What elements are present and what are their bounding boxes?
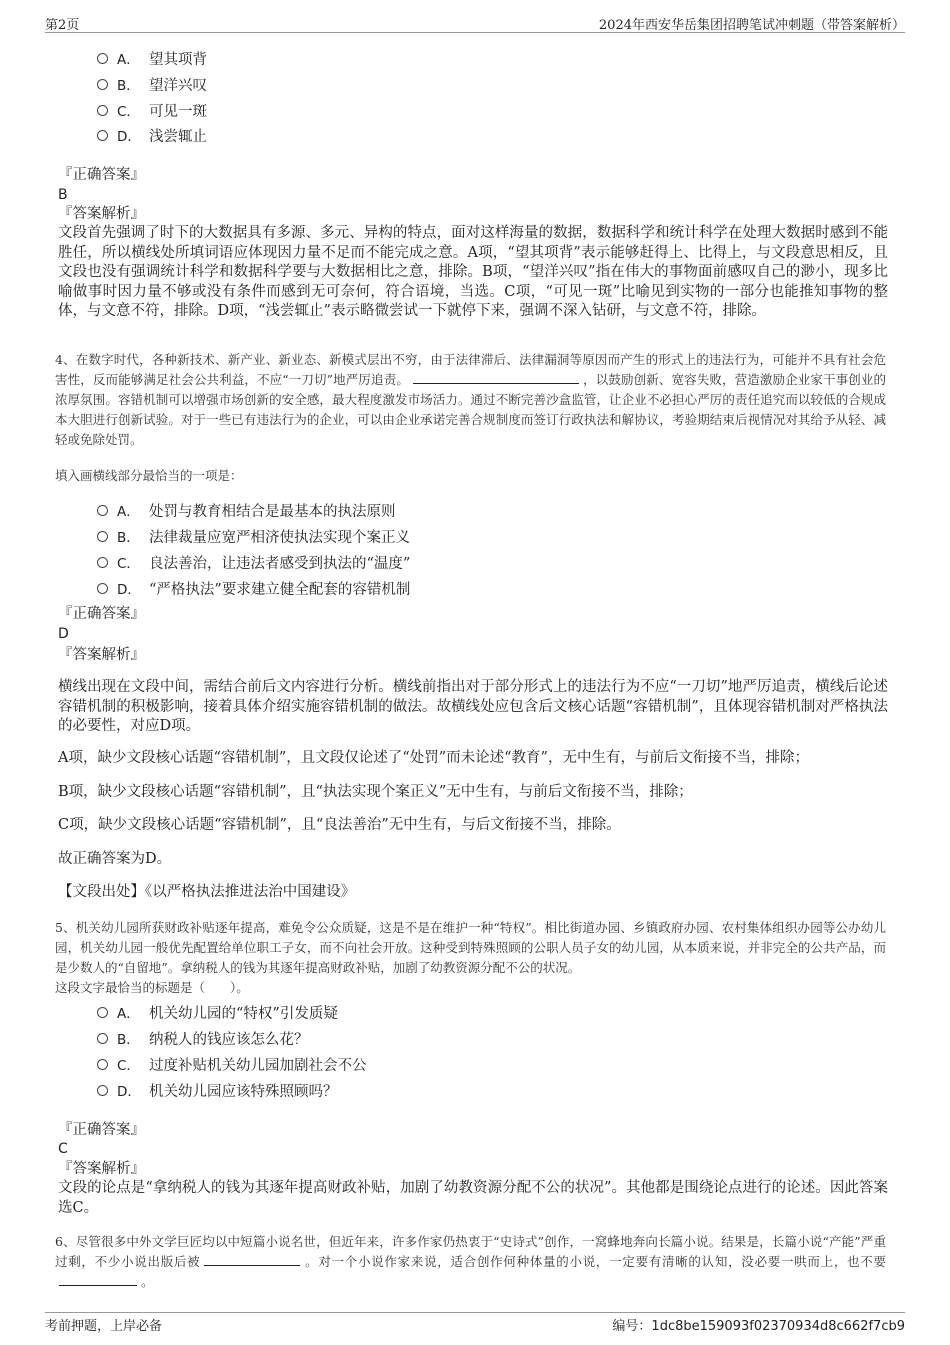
q5-option-a[interactable]: A． 机关幼儿园的“特权”引发质疑 (97, 1002, 338, 1023)
radio-icon[interactable] (97, 1085, 108, 1096)
q3-option-a[interactable]: A． 望其项背 (97, 48, 207, 69)
q5-option-c[interactable]: C． 过度补贴机关幼儿园加剧社会不公 (97, 1054, 367, 1075)
q3-option-d[interactable]: D． 浅尝辄止 (97, 125, 207, 146)
radio-icon[interactable] (97, 1059, 108, 1070)
radio-icon[interactable] (97, 130, 108, 141)
q4-analysis-label: 『答案解析』 (58, 647, 145, 663)
fill-blank (204, 1253, 300, 1266)
q4-analysis-p5: 故正确答案为D。 (58, 851, 172, 867)
q5-analysis-label: 『答案解析』 (58, 1161, 145, 1177)
q3-answer: B (58, 187, 68, 203)
q4-option-a[interactable]: A． 处罚与教育相结合是最基本的执法原则 (97, 500, 396, 521)
q4-source: 【文段出处】《以严格执法推进法治中国建设》 (58, 884, 356, 900)
radio-icon[interactable] (97, 505, 108, 516)
radio-icon[interactable] (97, 1033, 108, 1044)
q5-option-d[interactable]: D． 机关幼儿园应该特殊照顾吗？ (97, 1080, 338, 1101)
fill-blank (59, 1273, 137, 1286)
page-header (45, 0, 905, 33)
q4-analysis-p3: B项，缺少文段核心话题“容错机制”，且“执法实现个案正义”无中生有，与前后文衔接不当，排除； (58, 784, 693, 800)
radio-icon[interactable] (97, 53, 108, 64)
page-number: 第2页 (45, 18, 80, 33)
q3-option-b[interactable]: B． 望洋兴叹 (97, 74, 207, 95)
q4-answer: D (58, 626, 69, 642)
q4-analysis-p2: A项，缺少文段核心话题“容错机制”，且文段仅论述了“处罚”而未论述“教育”，无中生有，与前后文衔接不当，排除； (58, 750, 809, 766)
q6-stem: 6、尽管很多中外文学巨匠均以中短篇小说名世，但近年来，许多作家仍热衷于“史诗式”创作，一窝蜂地奔向长篇小说。结果是，长篇小说“产能”严重过剩，不少小说出版后被 。对一个小说作家来说，适合创作何种体量的小说，一定要有清晰的认知，没必要一哄而上，也不要。 (55, 1234, 886, 1289)
q3-analysis-label: 『答案解析』 (58, 206, 145, 222)
q3-option-c[interactable]: C． 可见一斑 (97, 100, 207, 121)
q4-analysis-p4: C项，缺少文段核心话题“容错机制”，且“良法善治”无中生有，与后文衔接不当，排除。 (58, 817, 621, 833)
page-footer (45, 1312, 905, 1343)
q5-analysis: 文段的论点是“拿纳税人的钱为其逐年提高财政补贴，加剧了幼教资源分配不公的状况”。其他都是围绕论点进行的论述。因此答案选C。 (58, 1180, 888, 1216)
fill-blank (413, 371, 579, 384)
q5-answer-label: 『正确答案』 (58, 1122, 145, 1138)
radio-icon[interactable] (97, 79, 108, 90)
radio-icon[interactable] (97, 105, 108, 116)
q5-answer: C (58, 1141, 68, 1157)
footer-slogan: 考前押题，上岸必备 (45, 1319, 163, 1334)
q5-option-b[interactable]: B． 纳税人的钱应该怎么花？ (97, 1028, 309, 1049)
radio-icon[interactable] (97, 557, 108, 568)
radio-icon[interactable] (97, 531, 108, 542)
q4-option-d[interactable]: D． “严格执法”要求建立健全配套的容错机制 (97, 578, 410, 599)
q4-answer-label: 『正确答案』 (58, 606, 145, 622)
q3-analysis: 文段首先强调了时下的大数据具有多源、多元、异构的特点，面对这样海量的数据，数据科学和统计科学在处理大数据时感到不能胜任，所以横线处所填词语应体现因力量不足而不能完成之意。A项，“望其项背”表示能够赶得上、比得上，与文段意思相反，且文段也没有强调统计科学和数据科学要与大数据相比之意，排除。B项，“望洋兴叹”指在伟大的事物面前感叹自己的渺小，现多比喻做事时因力量不够或没有条件而感到无可奈何，符合语境，当选。C项，“可见一斑”比喻见到实物的一部分也能推知事物的整体，与文意不符，排除。D项，“浅尝辄止”表示略微尝试一下就停下来，强调不深入钻研，与文意不符，排除。 (58, 225, 888, 319)
q4-stem: 4、在数字时代，各种新技术、新产业、新业态、新模式层出不穷，由于法律滞后、法律漏洞等原因而产生的形式上的违法行为，可能并不具有社会危害性，反而能够满足社会公共利益，不应“一刀切”地严厉追责。 ，以鼓励创新、宽容失败，营造激励企业家干事创业的浓厚氛围。容错机制可以增强市场创新的安全感，最大程度激发市场活力。通过不断完善沙盒监管，让企业不必担心严厉的责任追究而以较低的合规成本大胆进行创新试验。对于一些已有违法行为的企业，可以由企业承诺完善合规制度而签订行政执法和解协议，考验期结束后视情况对其给予从轻、减轻或免除处罚。 (55, 352, 886, 447)
radio-icon[interactable] (97, 583, 108, 594)
document-code: 编号：1dc8be159093f02370934d8c662f7cb9 (612, 1319, 905, 1334)
q4-option-c[interactable]: C． 良法善治，让违法者感受到执法的“温度” (97, 552, 410, 573)
q4-prompt: 填入画横线部分最恰当的一项是： (55, 468, 243, 483)
document-title: 2024年西安华岳集团招聘笔试冲刺题（带答案解析） (598, 18, 905, 33)
q5-prompt: 这段文字最恰当的标题是（ ）。 (55, 980, 249, 995)
q4-option-b[interactable]: B． 法律裁量应宽严相济使执法实现个案正义 (97, 526, 410, 547)
q3-answer-label: 『正确答案』 (58, 167, 145, 183)
q4-analysis-p1: 横线出现在文段中间，需结合前后文内容进行分析。横线前指出对于部分形式上的违法行为不应“一刀切”地严厉追责，横线后论述容错机制的积极影响，接着具体介绍实施容错机制的做法。故横线处应包含后文核心话题“容错机制”，且体现容错机制对严格执法的必要性，对应D项。 (58, 679, 888, 734)
q5-stem: 5、机关幼儿园所获财政补贴逐年提高，难免令公众质疑，这是不是在维护一种“特权”。相比街道办园、乡镇政府办园、农村集体组织办园等公办幼儿园，机关幼儿园一般优先配置给单位职工子女，而不向社会开放。这种受到特殊照顾的公职人员子女的幼儿园，从本质来说，并非完全的公共产品，而是少数人的“自留地”。拿纳税人的钱为其逐年提高财政补贴，加剧了幼教资源分配不公的状况。 (55, 920, 886, 975)
radio-icon[interactable] (97, 1007, 108, 1018)
